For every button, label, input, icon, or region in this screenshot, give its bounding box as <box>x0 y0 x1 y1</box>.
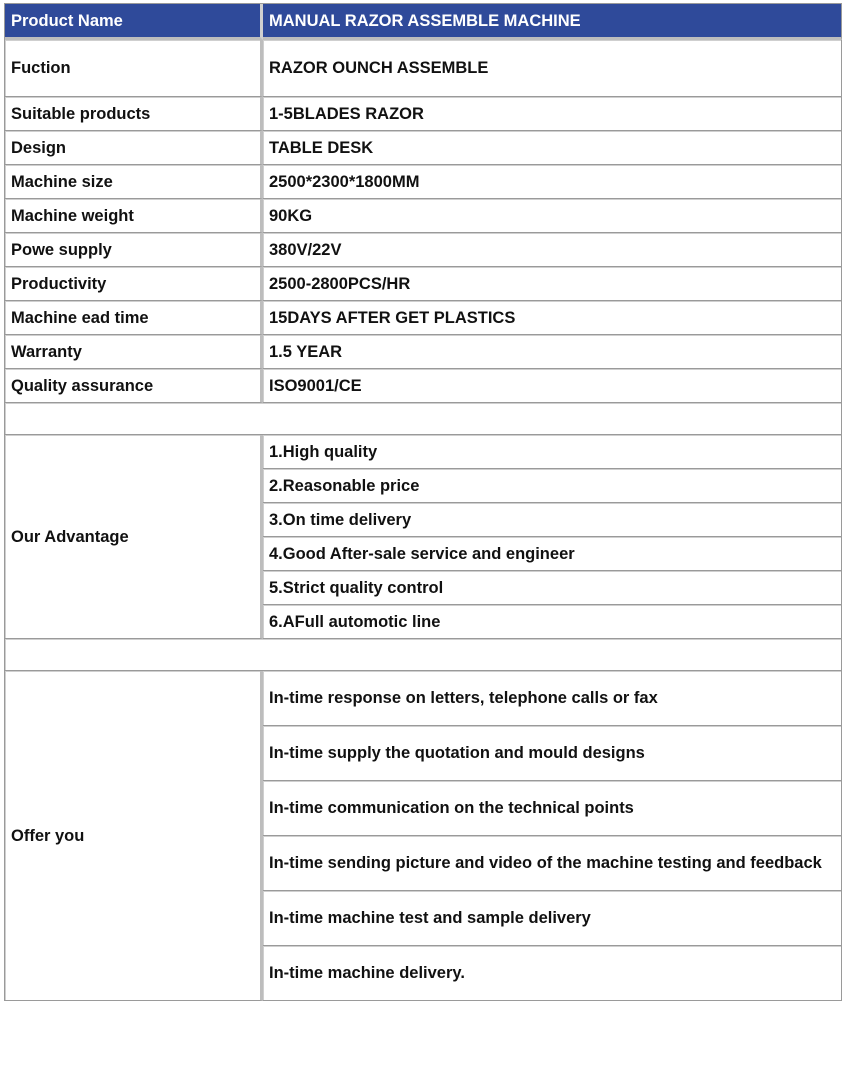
offer-label: Offer you <box>5 671 263 1001</box>
spec-row-suitable-products <box>5 97 842 131</box>
spec-row-function <box>5 40 842 97</box>
offer-item: In-time communication on the technical points <box>263 781 842 836</box>
spec-label: Machine weight <box>5 199 263 233</box>
offer-item: In-time supply the quotation and mould designs <box>263 726 842 781</box>
spec-row-machine-weight <box>5 199 842 233</box>
spec-label: Suitable products <box>5 97 263 131</box>
spec-row-lead-time <box>5 301 842 335</box>
spec-row-quality-assurance <box>5 369 842 403</box>
spec-value: 2500-2800PCS/HR <box>263 267 842 301</box>
spec-row-productivity <box>5 267 842 301</box>
offer-item: In-time machine delivery. <box>263 946 842 1001</box>
spec-label: Warranty <box>5 335 263 369</box>
offer-item: In-time sending picture and video of the machine testing and feedback <box>263 836 842 891</box>
spec-row-design <box>5 131 842 165</box>
spec-value: 1-5BLADES RAZOR <box>263 97 842 131</box>
advantage-item: 4.Good After-sale service and engineer <box>263 537 842 571</box>
blank-cell <box>5 639 842 671</box>
header-value: MANUAL RAZOR ASSEMBLE MACHINE <box>263 4 842 40</box>
spec-value: 15DAYS AFTER GET PLASTICS <box>263 301 842 335</box>
advantage-item: 6.AFull automotic line <box>263 605 842 639</box>
table-header-row <box>5 4 842 40</box>
spec-sheet <box>4 3 842 1001</box>
spec-row-machine-size <box>5 165 842 199</box>
spec-label: Fuction <box>5 40 263 97</box>
advantage-item: 2.Reasonable price <box>263 469 842 503</box>
spec-label: Productivity <box>5 267 263 301</box>
spec-table <box>4 3 842 1001</box>
spec-value: TABLE DESK <box>263 131 842 165</box>
advantage-item: 5.Strict quality control <box>263 571 842 605</box>
spec-value: 2500*2300*1800MM <box>263 165 842 199</box>
spec-value: RAZOR OUNCH ASSEMBLE <box>263 40 842 97</box>
blank-spacer-row <box>5 403 842 435</box>
spec-value: ISO9001/CE <box>263 369 842 403</box>
header-label: Product Name <box>5 4 263 40</box>
spec-label: Machine size <box>5 165 263 199</box>
spec-row-warranty <box>5 335 842 369</box>
spec-label: Machine ead time <box>5 301 263 335</box>
advantage-label: Our Advantage <box>5 435 263 639</box>
spec-value: 90KG <box>263 199 842 233</box>
spec-label: Design <box>5 131 263 165</box>
advantage-item: 1.High quality <box>263 435 842 469</box>
spec-value: 1.5 YEAR <box>263 335 842 369</box>
spec-value: 380V/22V <box>263 233 842 267</box>
spec-label: Quality assurance <box>5 369 263 403</box>
blank-spacer-row <box>5 639 842 671</box>
spec-label: Powe supply <box>5 233 263 267</box>
advantage-item: 3.On time delivery <box>263 503 842 537</box>
offer-item: In-time response on letters, telephone calls or fax <box>263 671 842 726</box>
blank-cell <box>5 403 842 435</box>
offer-row <box>5 671 842 726</box>
spec-row-power-supply <box>5 233 842 267</box>
offer-item: In-time machine test and sample delivery <box>263 891 842 946</box>
advantage-row <box>5 435 842 469</box>
